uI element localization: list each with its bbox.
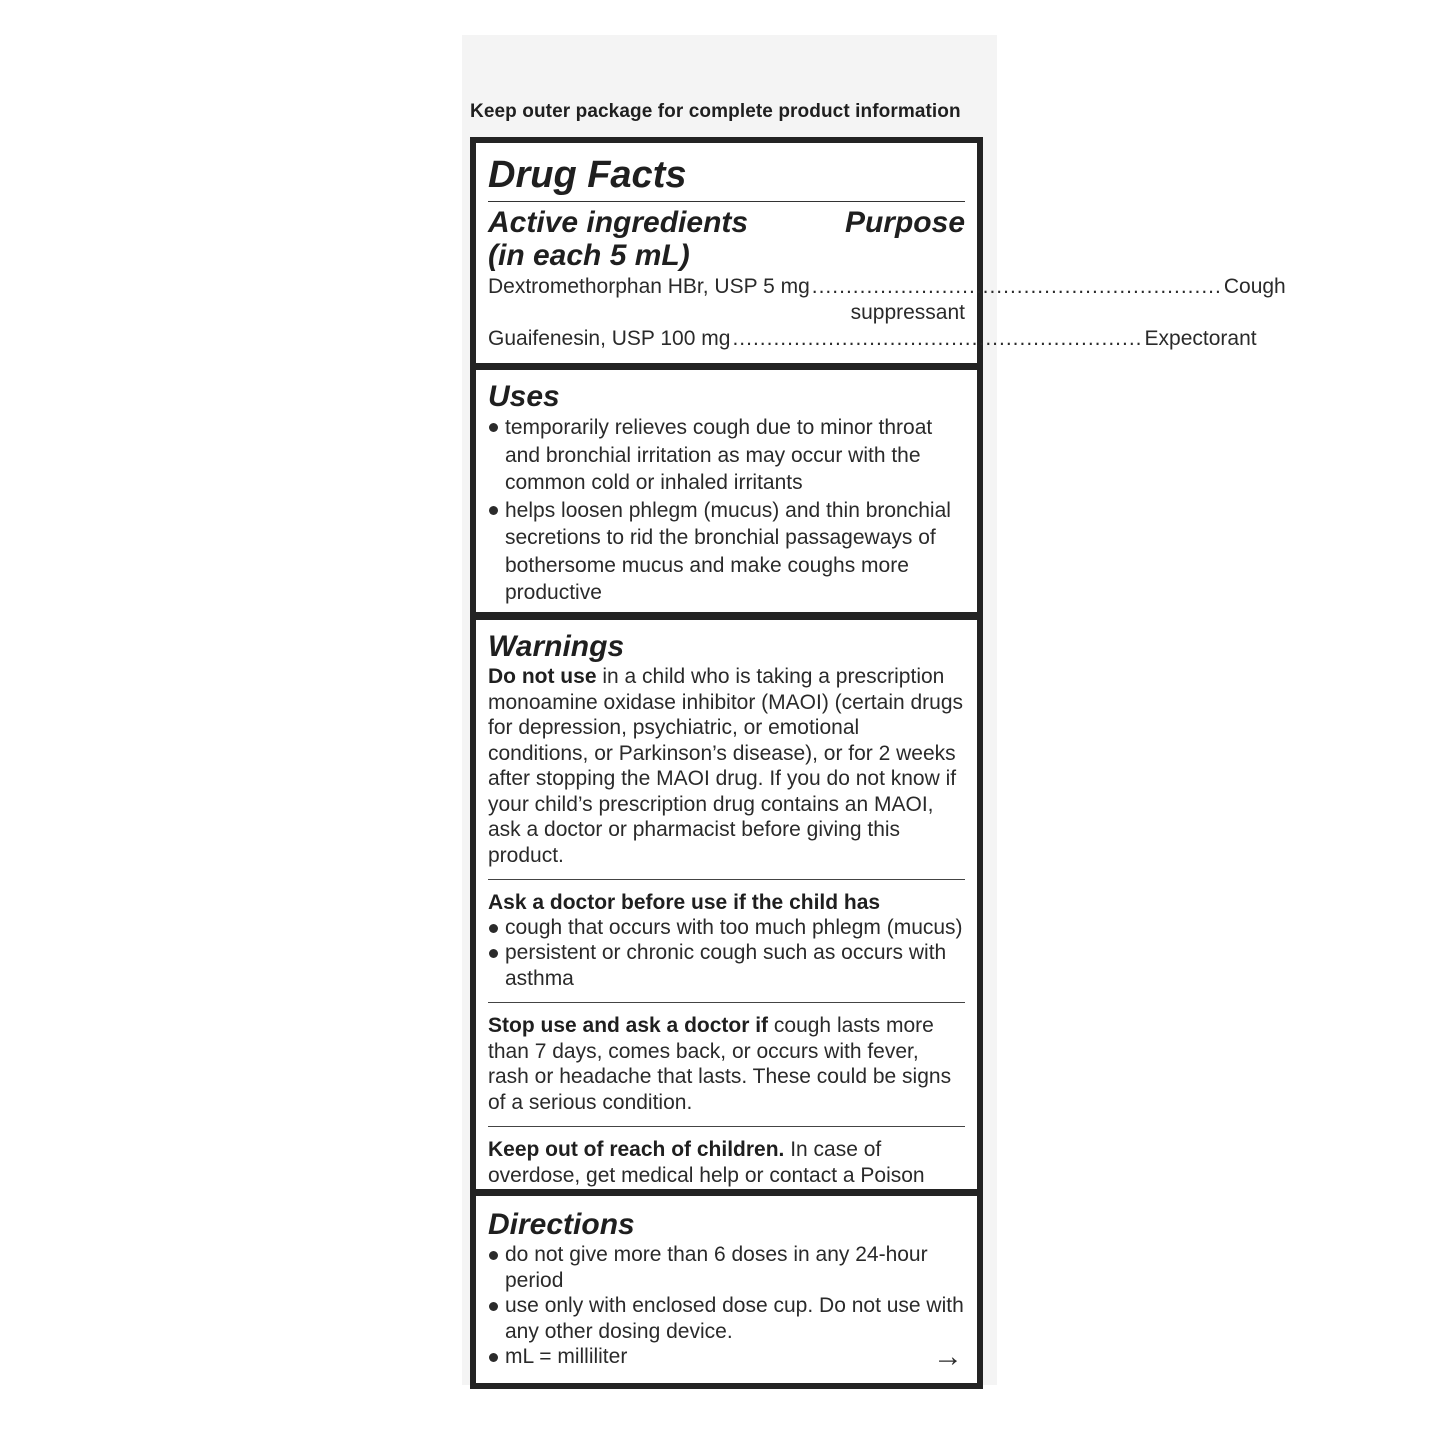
- ingredient-name: Guaifenesin, USP 100 mg: [488, 327, 731, 350]
- ask-doctor-list: [488, 915, 965, 992]
- list-item: [488, 1242, 965, 1293]
- bullet-icon: [489, 1251, 498, 1260]
- list-item-text: persistent or chronic cough such as occurs with asthma: [505, 941, 947, 990]
- bullet-icon: [489, 949, 498, 958]
- uses-list: [488, 414, 965, 607]
- uses-title: Uses: [488, 380, 560, 413]
- directions-box: [470, 1190, 983, 1389]
- leader-dots: ............................................................: [811, 275, 1222, 298]
- do-not-use-text: in a child who is taking a prescription monoamine oxidase inhibitor (MAOI) (certain drugs for depression, psychiatric, or emotional conditions, or Parkinson’s disease), or for 2 weeks after stopping the MAOI drug. If you do not know if your child’s prescription drug contains an MAOI, ask a doctor or pharmacist before giving this product.: [488, 665, 964, 867]
- purpose-heading: Purpose: [844, 206, 965, 239]
- directions-list: [488, 1242, 965, 1373]
- ingredient-row: [488, 326, 1257, 352]
- arrow-right-icon: →: [933, 1340, 963, 1373]
- list-item-text: do not give more than 6 doses in any 24-hour period: [505, 1243, 928, 1292]
- ingredient-row: [488, 274, 1286, 300]
- stop-use-paragraph: [488, 1013, 965, 1115]
- active-ingredients-header: [488, 206, 965, 272]
- uses-box: [470, 364, 983, 618]
- list-item: [488, 915, 965, 941]
- bullet-icon: [489, 1302, 498, 1311]
- warnings-box: [470, 614, 983, 1195]
- ingredient-purpose-continued: suppressant: [850, 301, 965, 324]
- ask-doctor-lead: Ask a doctor before use if the child has: [488, 891, 881, 914]
- bullet-icon: [489, 506, 498, 515]
- bullet-icon: [489, 1353, 498, 1362]
- list-item: [488, 940, 965, 991]
- drug-facts-title: Drug Facts: [488, 154, 687, 196]
- bullet-icon: [489, 924, 498, 933]
- warnings-title: Warnings: [488, 630, 625, 663]
- section-divider: [488, 1126, 965, 1127]
- ingredient-purpose: Expectorant: [1144, 327, 1257, 350]
- list-item-text: use only with enclosed dose cup. Do not use with any other dosing device.: [505, 1294, 964, 1343]
- ingredient-name: Dextromethorphan HBr, USP 5 mg: [488, 275, 810, 298]
- stop-use-lead: Stop use and ask a doctor if: [488, 1014, 769, 1037]
- leader-dots: ............................................................: [732, 327, 1143, 350]
- list-item: [488, 497, 965, 607]
- stop-use-text: cough lasts more than 7 days, comes back, or occurs with fever, rash or headache that lasts. These could be signs of a serious condition.: [488, 1014, 952, 1114]
- list-item-text: temporarily relieves cough due to minor throat and bronchial irritation as may occur with the common cold or inhaled irritants: [505, 416, 933, 494]
- section-divider: [488, 1002, 965, 1003]
- active-heading-line1: Active ingredients: [488, 206, 749, 239]
- list-item-text: mL = milliliter: [505, 1345, 628, 1369]
- keep-out-text: In case of overdose, get medical help or contact a Poison: [488, 1138, 925, 1187]
- last-direction-row: [505, 1340, 965, 1373]
- list-item-text: helps loosen phlegm (mucus) and thin bronchial secretions to rid the bronchial passageways of bothersome mucus and make coughs more productive: [505, 498, 951, 604]
- directions-title: Directions: [488, 1208, 635, 1241]
- list-item-text: cough that occurs with too much phlegm (mucus): [505, 915, 963, 939]
- title-divider: [488, 201, 965, 202]
- outer-package-note: Keep outer package for complete product information: [470, 101, 961, 122]
- ingredient-purpose: Cough: [1223, 275, 1286, 298]
- list-item: [488, 1340, 965, 1373]
- ask-doctor-heading: [488, 890, 965, 916]
- list-item: [488, 1293, 965, 1344]
- keep-out-lead: Keep out of reach of children.: [488, 1138, 785, 1161]
- active-heading-line2: (in each 5 mL): [488, 239, 690, 272]
- drug-facts-box: [470, 137, 1286, 369]
- list-item: [488, 414, 965, 497]
- active-ingredients-heading: [488, 206, 748, 272]
- do-not-use-paragraph: [488, 664, 965, 868]
- do-not-use-lead: Do not use: [488, 665, 597, 688]
- bullet-icon: [489, 423, 498, 432]
- section-divider: [488, 879, 965, 880]
